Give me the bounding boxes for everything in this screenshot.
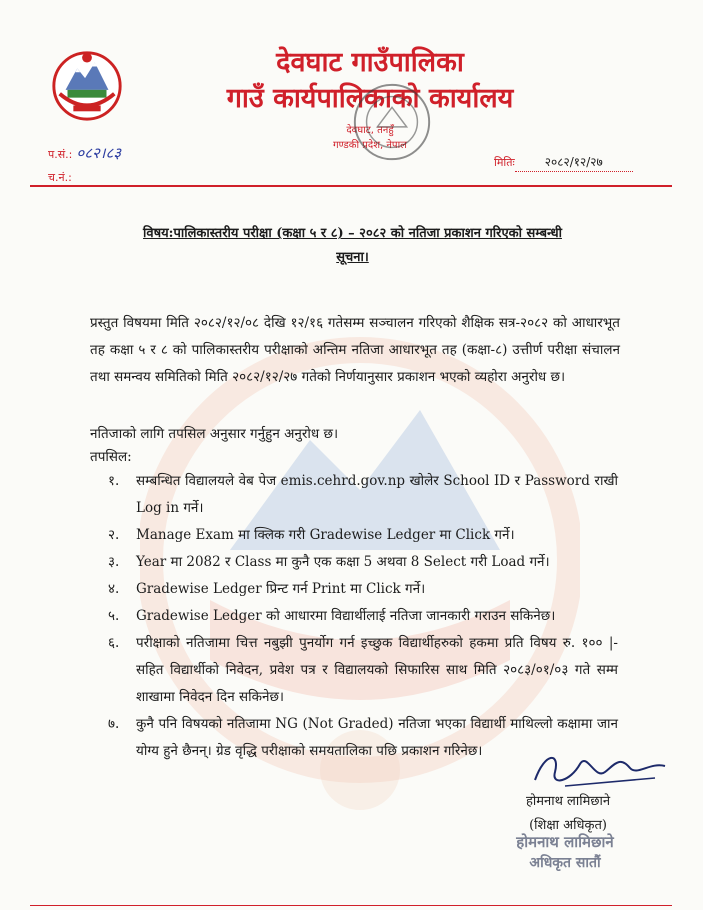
list-item: १. सम्बन्धित विद्यालयले वेब पेज emis.cehrd.gov.np खोलेर School ID र Password राखी Log in गर्ने। — [108, 473, 618, 516]
body-paragraph: प्रस्तुत विषयमा मिति २०८२/१२/०८ देखि १२/१६ गतेसम्म सञ्चालन गरिएको शैक्षिक सत्र-२०८२ को आधारभूत तह कक्षा ५ र ८ को पालिकास्तरीय परीक्षाको अन्तिम नतिजा आधारभूत तह (कक्षा-८) उत्तीर्ण परीक्षा संचालन तथा समन्वय समितिको मिति २०८२/१२/२७ गतेको निर्णयानुसार प्रकाशन भएको व्यहोरा अनुरोध छ। — [90, 315, 620, 385]
office-seal-stamp — [348, 78, 436, 166]
signer-name: होमनाथ लामिछाने — [525, 794, 611, 809]
list-item: ५. Gradewise Ledger को आधारमा विद्यार्थीलाई नतिजा जानकारी गराउन सकिनेछ। — [108, 608, 556, 624]
footer-divider — [30, 905, 672, 906]
address-line-2: गण्डकी प्रदेश, नेपाल — [333, 140, 407, 151]
dispatch-number: च.नं.: — [48, 171, 72, 184]
org-title: देवघाट गाउँपालिका — [276, 47, 464, 78]
handwritten-signature — [525, 742, 675, 792]
tapasil-label: तपसिल: — [90, 449, 132, 465]
address-line-1: देवघाट, तनहुँ — [346, 125, 394, 136]
list-item: २. Manage Exam मा क्लिक गरी Gradewise Ledger मा Click गर्ने। — [108, 527, 515, 543]
reference-number: प.सं.: ०८२।८३ — [48, 144, 122, 162]
stamp-role: अधिकृत सातौं — [529, 855, 601, 871]
list-item: ४. Gradewise Ledger प्रिन्ट गर्न Print मा Click गर्ने। — [108, 581, 426, 597]
list-item: ६. परीक्षाको नतिजामा चित्त नबुझी पुनर्योग गर्न इच्छुक विद्यार्थीहरुको हकमा प्रति विषय रु. १०० |- सहित विद्यार्थीको निवेदन, प्रवेश पत्र र विद्यालयको सिफारिस साथ मिति २०८३/०१/०३ गते सम्म शाखामा निवेदन दिन सकिनेछ। — [108, 635, 618, 705]
stamp-name: होमनाथ लामिछाने — [516, 833, 614, 851]
signer-role: (शिक्षा अधिकृत) — [529, 818, 607, 833]
nepal-emblem-logo — [48, 45, 126, 123]
subject-line-1: विषय:पालिकास्तरीय परीक्षा (कक्षा ५ र ८) – २०८२ को नतिजा प्रकाशन गरिएको सम्बन्धी — [143, 226, 562, 241]
list-item: ७. कुनै पनि विषयको नतिजामा NG (Not Graded) नतिजा भएका विद्यार्थी माथिल्लो कक्षामा जान योग्य हुने छैनन्। ग्रेड वृद्धि परीक्षाको समयतालिका पछि प्रकाशन गरिनेछ। — [108, 716, 618, 759]
subject-line-2: सूचना। — [336, 250, 369, 265]
org-office-title: गाउँ कार्यपालिकाको कार्यालय — [226, 83, 514, 114]
header-divider — [30, 185, 672, 187]
list-item: ३. Year मा 2082 र Class मा कुनै एक कक्षा 5 अथवा 8 Select गरी Load गर्ने। — [108, 554, 550, 570]
instruction-list — [108, 468, 618, 765]
subject-heading — [80, 222, 625, 270]
letter-date: मितिः २०८२/१२/२७ — [494, 153, 633, 172]
request-line: नतिजाको लागि तपसिल अनुसार गर्नुहुन अनुरोध छ। — [90, 426, 339, 442]
